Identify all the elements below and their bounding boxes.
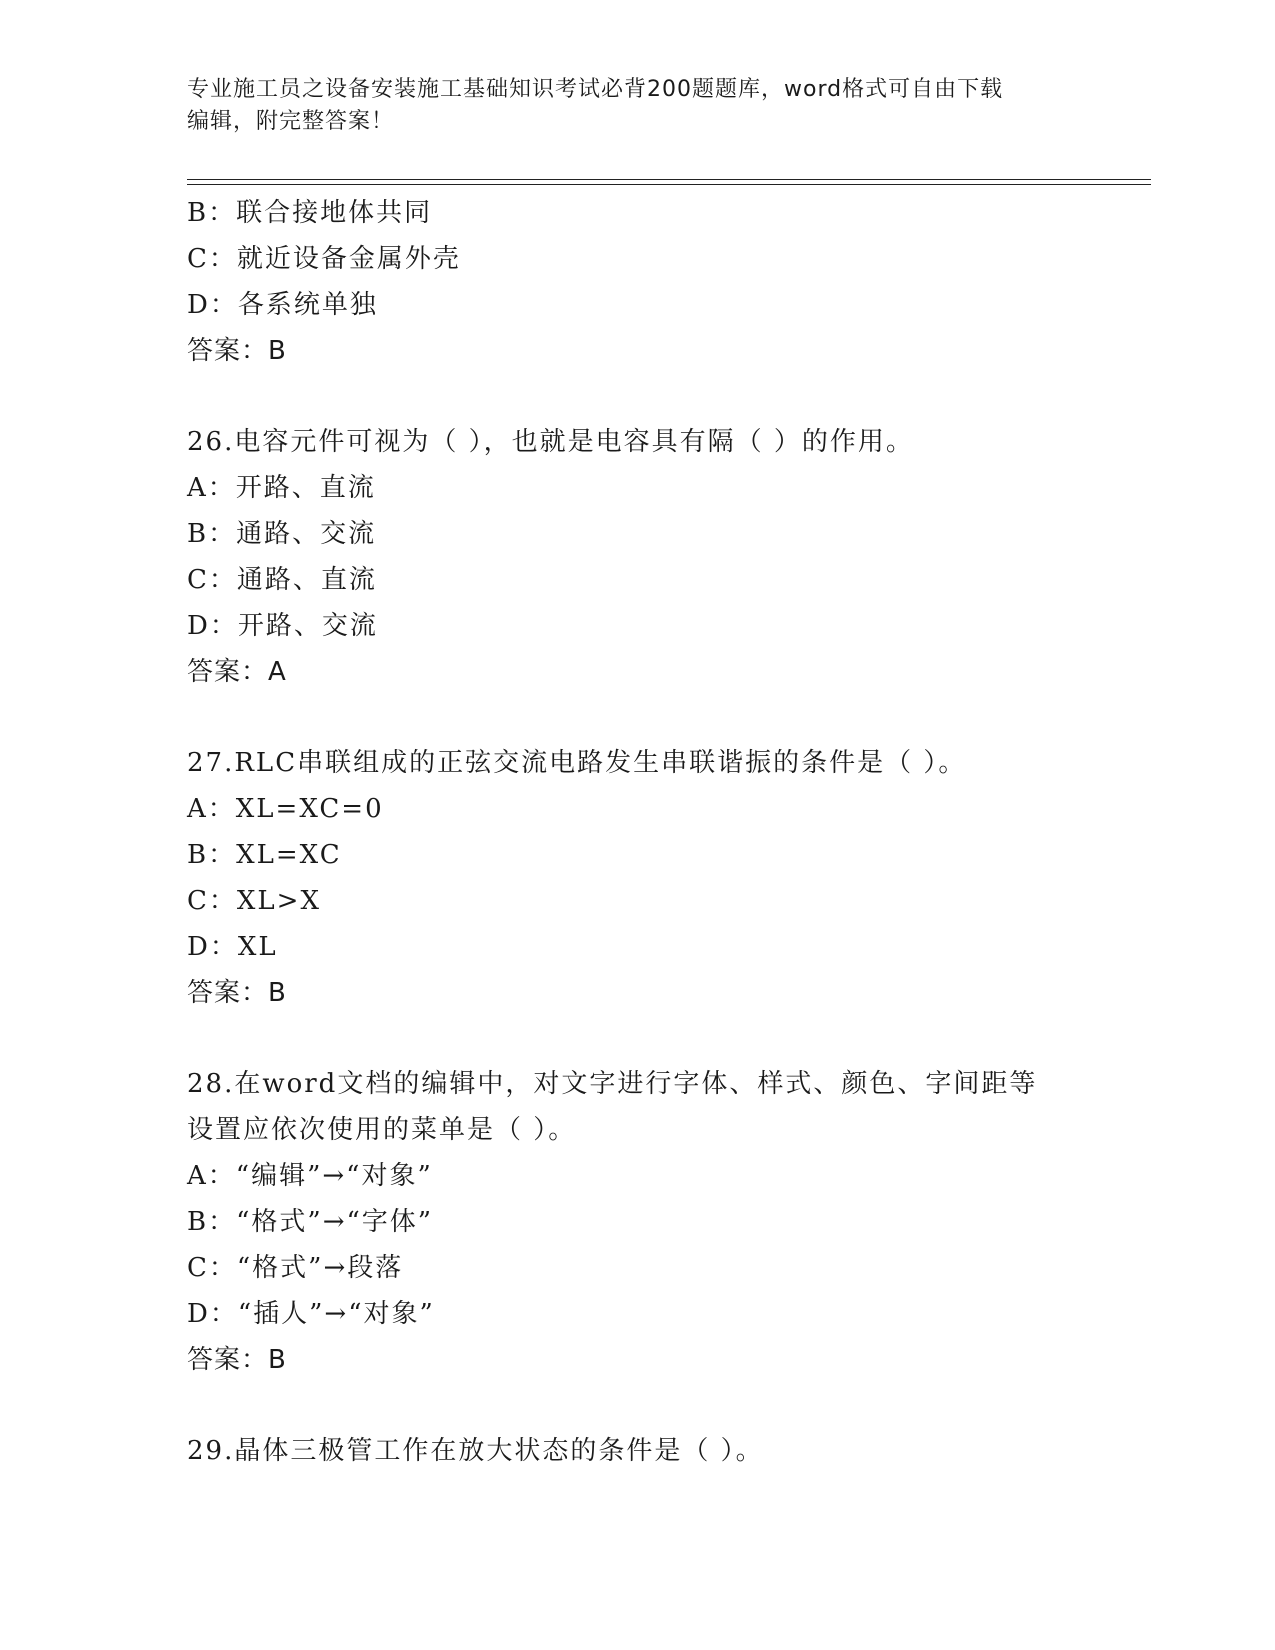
option-a: A：XL=XC=0 [187, 794, 384, 824]
answer: 答案：A [187, 657, 287, 687]
header-rule-bottom [187, 184, 1151, 185]
option-d: D：开路、交流 [187, 611, 378, 641]
spacer [187, 1383, 1117, 1428]
option-c: C：通路、直流 [187, 565, 377, 595]
question-28 [187, 1061, 1117, 1383]
option-b: B：“格式”→“字体” [187, 1207, 434, 1237]
option-c: C：XL>X [187, 886, 321, 916]
question-stem-line-2: 设置应依次使用的菜单是（ ）。 [187, 1115, 577, 1145]
option-a: A：“编辑”→“对象” [187, 1161, 433, 1191]
document-header [187, 74, 1067, 138]
option-c: C：“格式”→段落 [187, 1253, 404, 1283]
header-line-1: 专业施工员之设备安装施工基础知识考试必背200题题库，word格式可自由下载 [187, 77, 1004, 102]
question-stem: 29.晶体三极管工作在放大状态的条件是（ ）。 [187, 1436, 764, 1466]
answer: 答案：B [187, 1345, 287, 1375]
answer: 答案：B [187, 336, 287, 366]
question-26 [187, 419, 1117, 695]
option-d: D：“插人”→“对象” [187, 1299, 435, 1329]
question-list [187, 190, 1117, 1474]
header-rule-top [187, 179, 1151, 180]
spacer [187, 695, 1117, 740]
question-stem-line-1: 28.在word文档的编辑中，对文字进行字体、样式、颜色、字间距等 [187, 1069, 1038, 1099]
spacer [187, 374, 1117, 419]
option-a: A：开路、直流 [187, 473, 376, 503]
option-c: C：就近设备金属外壳 [187, 244, 461, 274]
answer: 答案：B [187, 978, 287, 1008]
option-b: B：通路、交流 [187, 519, 377, 549]
spacer [187, 1016, 1117, 1061]
option-d: D：XL [187, 932, 278, 962]
option-b: B：联合接地体共同 [187, 198, 433, 228]
question-stem: 26.电容元件可视为（ ），也就是电容具有隔（ ）的作用。 [187, 427, 914, 457]
option-b: B：XL=XC [187, 840, 342, 870]
question-27 [187, 740, 1117, 1016]
option-d: D：各系统单独 [187, 290, 378, 320]
question-25 [187, 190, 1117, 374]
header-line-2: 编辑，附完整答案！ [187, 109, 395, 134]
question-29 [187, 1428, 1117, 1474]
question-stem: 27.RLC串联组成的正弦交流电路发生串联谐振的条件是（ ）。 [187, 748, 967, 778]
